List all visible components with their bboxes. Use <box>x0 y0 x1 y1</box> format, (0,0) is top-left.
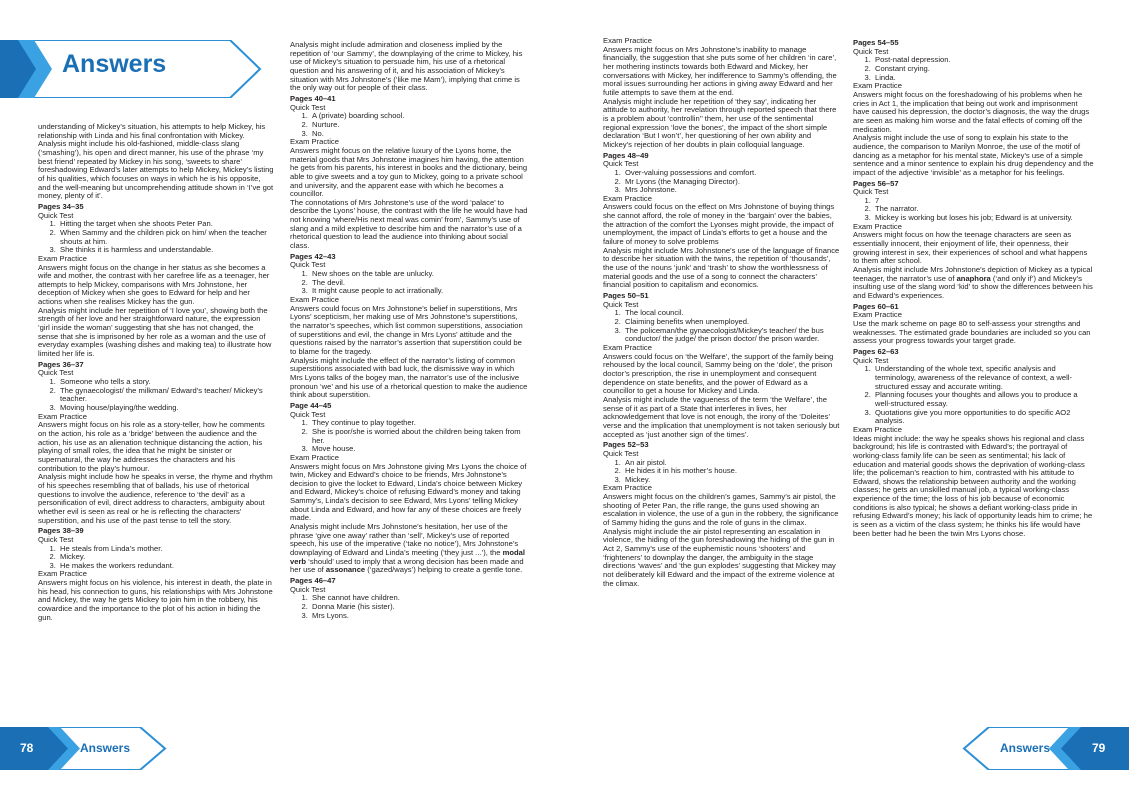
paragraph: Answers could focus on the effect on Mrs Johnstone of buying things she cannot afford, the role of money in the ‘bargain’ over the babies, the attraction of the comfort the Lyonses might provide, the impact of unemployment, the impact of Linda’s efforts to get a house and the failure of money to solve problems <box>603 202 835 247</box>
text-run: (‘and only if’) and Mickey’s insulting use of the slang word ‘kid’ to show the differences between his and Edward’s experiences. <box>853 273 1093 301</box>
list-item: 2. Planning focuses your thoughts and allows you to produce a well-structured essay. <box>873 391 1095 408</box>
list-item: 3. It might cause people to act irrationally. <box>310 287 528 296</box>
key-term: anaphora <box>956 273 991 283</box>
paragraph: Answers might focus on how the teenage characters are seen as essentially innocent, their enjoyment of life, their openness, their growing interest in sex, their experiences of school and what happens to them after school. <box>853 230 1088 266</box>
text-column-4 <box>853 37 1095 657</box>
list-item: 2. Nurture. <box>310 121 528 130</box>
list-item: 1. The local council. <box>623 309 841 318</box>
paragraph: Use the mark scheme on page 80 to self-assess your strengths and weaknesses. The estimated grade boundaries are included so you can assess your progress towards your target grade. <box>853 319 1091 346</box>
paragraph: Answers could focus on ‘the Welfare’, the support of the family being rehoused by the local council, Sammy being on the ‘dole’, the prison doctor’s prescription, the rise in unemployment and consequent dependence on state benefits, and the power of Edward as a councillor to get a house for Mickey and Linda. <box>603 351 834 396</box>
text-run: Analysis might include Mrs Johnstone’s depiction of Mickey as a typical teenager, the narrator’s use of <box>853 265 1093 283</box>
paragraph: Answers could focus on Mrs Johnstone’s belief in superstitions, Mrs Lyons’ scepticism, her making use of Mrs Johnstone’s superstitions, the narrator’s speeches, which list common superstitions, association of superstitions and evil, the change in Mrs Lyons’ attitude and the questions raised by the narrator’s assertion that superstition could be to blame for the tragedy. <box>290 303 523 356</box>
paragraph: Exam Practice <box>853 81 902 91</box>
paragraph: The connotations of Mrs Johnstone’s use of the word ‘palace’ to describe the Lyons’ house, the contrast with the life he would have had not knowing ‘where/His next meal was comin’ from’, Sammy’s use of slang and a mild expletive to describe him and the narrator’s use of a rhetorical question to lead the audience into thinking about social class. <box>290 197 528 251</box>
left-page <box>0 0 564 801</box>
list-item: 3. No. <box>310 130 528 139</box>
text-run: ‘should’ used to imply that a wrong decision has been made and her use of <box>290 556 524 575</box>
paragraph: Answers might focus on the children’s games, Sammy’s air pistol, the shooting of Peter Pan, the rifle range, the guns used showing an escalation in violence, the use of a gun in the robbery, the significance of Sammy hiding the guns and the role of guns in the climax. <box>603 492 839 528</box>
list-item: 2. The gynaecologist/ the milkman/ Edward’s teacher/ Mickey’s teacher. <box>58 387 274 404</box>
paragraph: Answers might focus on Mrs Johnstone giving Mrs Lyons the choice of twin, Mickey and Edward’s choice to be friends, Mrs Johnstone’s decision to give the locket to Edward, Linda’s choice between Mickey and Edward, Mickey’s choice of refusing Edward’s money and taking Sammy’s, Linda’s decision to see Edward, Mrs Lyons’ telling Mickey about Linda and Edward, and how far any of these choices are freely made. <box>290 461 527 523</box>
list-item: 3. Moving house/playing/the wedding. <box>58 404 274 413</box>
list-item: 2. Claiming benefits when unemployed. <box>623 318 841 327</box>
list-item: 1. They continue to play together. <box>310 419 528 428</box>
paragraph: Analysis might include the air pistol representing an escalation in violence, the hiding of the gun foreshadowing the hiding of the gun in Act 2, Sammy’s use of the euphemistic nouns ‘shooters’ and ‘frighteners’ to downplay the danger, the ambiguity in the stage directions ‘waves’ and ‘the gun explodes’ suggesting that Mickey may not deliberately kill Edward and the impact of the extreme violence at the climax. <box>603 526 836 588</box>
paragraph: Answers might focus on his violence, his interest in death, the plate in his head, his connection to guns, his relationships with Mrs Johnstone and Mickey, the way he gets Mickey to join him in the robbery, his cowardice and the importance to the plot of his action in hiding the gun. <box>38 578 273 622</box>
list-item: 2. Mickey. <box>58 553 274 562</box>
right-page <box>565 0 1129 801</box>
list-item: 2. The devil. <box>310 279 528 288</box>
section-heading: Pages 48–49 <box>603 150 649 160</box>
footer-tab-left <box>0 727 172 770</box>
section-heading: Pages 36–37 <box>38 359 84 369</box>
text-column-2 <box>290 41 528 741</box>
list-item: 2. Constant crying. <box>873 65 1095 74</box>
list-item: 1. Over-valuing possessions and comfort. <box>623 169 841 178</box>
section-heading: Pages 52–53 <box>603 440 649 450</box>
answer-list <box>38 378 274 413</box>
list-item: 1. Hitting the target when she shoots Peter Pan. <box>58 220 274 229</box>
text-run: Analysis might include Mrs Johnstone’s hesitation, her use of the phrase ‘give one away’ rather than ‘sell’, Mickey’s use of reported speech, his use of the imperative (‘take no notice’), Mrs Johnstone’s downplaying of Edward and Linda’s meeting (‘they just ...’), the <box>290 522 519 558</box>
list-item: 3. He makes the workers redundant. <box>58 562 274 571</box>
text-column-1 <box>38 123 274 723</box>
list-item: 2. Donna Marie (his sister). <box>310 603 528 612</box>
list-item: 1. Understanding of the whole text, specific analysis and terminology, awareness of the relevance of context, a well-structured essay and accurate writing. <box>873 365 1095 391</box>
paragraph: Exam Practice <box>38 569 87 579</box>
page-title: Answers <box>62 50 167 78</box>
answer-list <box>38 545 274 571</box>
paragraph: Quick Test <box>853 355 889 365</box>
paragraph: Analysis might include Mrs Johnstone’s use of the language of finance to describe her situation with the twins, the repetition of ‘thousands’, the use of the nouns ‘junk’ and ‘trash’ to show the worthlessness of material goods and the use of a song to connect the characters’ financial position to capitalism and economics. <box>603 245 840 290</box>
answer-list <box>853 56 1095 82</box>
section-heading: Pages 54–55 <box>853 38 899 47</box>
list-item: 1. An air pistol. <box>623 459 841 468</box>
paragraph: Analysis might include the vagueness of the term ‘the Welfare’, the sense of it as part of a State that interferes in lives, her acknowledgement that love is not enough, the irony of the ‘Doleites’ verse and the implication that unemployment is not taken seriously but accepted as ‘just another sign of the times’. <box>603 394 840 439</box>
paragraph: Exam Practice <box>603 37 652 45</box>
footer-label: Answers <box>80 741 131 755</box>
list-item: 3. Quotations give you more opportunities to do specific AO2 analysis. <box>873 409 1095 426</box>
answer-list <box>290 594 528 620</box>
answer-list <box>38 220 274 255</box>
list-item: 1. 7 <box>873 197 1095 206</box>
paragraph: Quick Test <box>603 448 639 458</box>
section-heading: Page 44–45 <box>290 400 332 410</box>
footer-label: Answers <box>1000 741 1051 755</box>
list-item: 1. A (private) boarding school. <box>310 112 528 121</box>
section-heading: Pages 46–47 <box>290 576 336 586</box>
list-item: 2. Mr Lyons (the Managing Director). <box>623 178 841 187</box>
key-term: assonance <box>325 565 366 575</box>
paragraph <box>290 523 528 575</box>
page-number: 78 <box>20 741 34 755</box>
paragraph: Quick Test <box>38 368 74 378</box>
list-item: 2. When Sammy and the children pick on him/ when the teacher shouts at him. <box>58 229 274 246</box>
paragraph: Analysis might include admiration and closeness implied by the repetition of ‘our Sammy’, the downplaying of the crime to Mickey, his use of Mickey’s situation to persuade him, his use of a rhetorical question and his answering of it, and his association of Mickey’s situation with Mrs Johnstone’s (‘like me Mam’), implying that crime is the only way out for people of their class. <box>290 41 523 93</box>
paragraph: understanding of Mickey’s situation, his attempts to help Mickey, his relationship with Linda and his final confrontation with Mickey. <box>38 123 266 140</box>
page-number: 79 <box>1092 741 1106 755</box>
list-item: 2. She is poor/she is worried about the children being taken from her. <box>310 428 528 445</box>
answer-list <box>290 270 528 296</box>
list-item: 1. He steals from Linda’s mother. <box>58 545 274 554</box>
paragraph: Analysis might include the effect of the narrator’s listing of common superstitions associated with bad luck, the dismissive way in which Mrs Lyons talks of the bogey man, the narrator’s use of the inclusive pronoun ‘we’ and his use of a rhetorical question to make the audience think about superstition. <box>290 355 528 400</box>
paragraph: Exam Practice <box>853 221 902 231</box>
paragraph: Exam Practice <box>603 483 652 493</box>
list-item: 1. Someone who tells a story. <box>58 378 274 387</box>
list-item: 3. Mrs Johnstone. <box>623 186 841 195</box>
paragraph: Exam Practice <box>603 342 652 352</box>
section-heading: Pages 38–39 <box>38 526 84 536</box>
list-item: 2. The narrator. <box>873 205 1095 214</box>
section-heading: Pages 50–51 <box>603 291 649 301</box>
paragraph: Analysis might include how he speaks in verse, the rhyme and rhythm of his speeches resembling that of ballads, his use of rhetorical questions to involve the audience, reference to ‘the devil’ as a personification of evil, direct address to characters, ambiguity about whether evil is seen as real or he is reflecting the characters’ superstition, and his use of the past tense to tell the story. <box>38 472 273 525</box>
section-heading: Pages 34–35 <box>38 201 84 211</box>
list-item: 3. The policeman/the gynaecologist/Mickey’s teacher/ the bus conductor/ the judge/ the prison doctor/ the prison warder. <box>623 327 841 344</box>
paragraph: Quick Test <box>38 210 74 220</box>
paragraph: Quick Test <box>603 299 639 309</box>
paragraph: Analysis might include her repetition of ‘they say’, indicating her attitude to authority, her revelation through reported speech that there is a problem about ‘controllin’’ them, her use of the sentimental regional expression ‘love the bones’, the impact of the short simple declaration ‘But I won’t’, her questioning of her own ability and Mickey’s rejection of her doubts in plain colloquial language. <box>603 96 837 149</box>
paragraph: Exam Practice <box>853 424 902 434</box>
answer-list <box>603 459 841 485</box>
text-run: (‘gazed/ways’) helping to create a gentle tone. <box>365 565 523 575</box>
list-item: 1. She cannot have children. <box>310 594 528 603</box>
section-heading: Pages 60–61 <box>853 301 899 311</box>
paragraph: Exam Practice <box>290 452 339 462</box>
paragraph: Answers might focus on Mrs Johnstone’s inability to manage financially, the suggestion that she puts some of her children ‘in care’, her mothering instincts towards both Edward and Mickey, her conversations with Mickey, her indifference to Sammy’s offending, the moral issues surrounding her actions in giving away Edward and her futile attempts to save them at the end. <box>603 44 837 97</box>
list-item: 2. He hides it in his mother’s house. <box>623 467 841 476</box>
text-column-3 <box>603 37 841 745</box>
paragraph: Quick Test <box>290 584 326 594</box>
paragraph: Quick Test <box>290 409 326 419</box>
paragraph: Quick Test <box>603 159 639 169</box>
paragraph: Exam Practice <box>290 137 339 147</box>
section-heading: Pages 56–57 <box>853 178 899 188</box>
list-item: 3. Mickey. <box>623 476 841 485</box>
section-heading: Pages 40–41 <box>290 93 336 103</box>
answer-list <box>290 112 528 138</box>
answer-list <box>290 419 528 454</box>
paragraph: Exam Practice <box>38 253 87 263</box>
paragraph: Quick Test <box>290 260 326 270</box>
paragraph: Analysis might include her repetition of ‘I love you’, showing both the strength of her love and her straightforward nature, the expression ‘girl inside the woman’ suggesting that she has not changed, the sense that she is imprisoned by her role as a woman and the use of everyday examples (washing dishes and making tea) to illustrate how limited her life is. <box>38 305 272 359</box>
paragraph: Answers might focus on the relative luxury of the Lyons home, the material goods that Mrs Johnstone imagines him having, the attention he gets from his parents, his interest in books and the dictionary, being able to give sweets and a toy gun to Mickey, going to a private school and university, and the apparent ease with which he becomes a councillor. <box>290 145 528 199</box>
paragraph: Answers might focus on the foreshadowing of his problems when he cries in Act 1, the implication that being out work and imprisonment have caused his depression, the doctor’s diagnosis, the way the drugs are seen as making him worse and the fatal effects of coming off the medication. <box>853 89 1090 134</box>
answer-list <box>853 365 1095 426</box>
section-heading: Pages 62–63 <box>853 346 899 356</box>
footer-tab-right <box>957 727 1129 770</box>
paragraph: Quick Test <box>38 534 74 544</box>
paragraph <box>853 266 1095 301</box>
list-item: 1. Post-natal depression. <box>873 56 1095 65</box>
list-item: 3. Linda. <box>873 74 1095 83</box>
section-heading: Pages 42–43 <box>290 251 336 261</box>
list-item: 3. Mrs Lyons. <box>310 612 528 621</box>
paragraph: Answers might focus on the change in her status as she becomes a wife and mother, the contrast with her carefree life as a teenager, her attempts to help Mickey, comparisons with Mrs Johnstone, her deception of Mickey when she goes to Edward for help and her actions when she realises Mickey has the gun. <box>38 262 270 307</box>
list-item: 3. Move house. <box>310 445 528 454</box>
paragraph: Answers might focus on his role as a story-teller, how he comments on the action, his role as a ‘bridge’ between the audience and the action, his use as an alienation technique distancing the action, his playing of small roles, the idea that he might be sinister or supernatural, the way he addresses the characters and his contribution to the play’s humour. <box>38 420 265 473</box>
paragraph: Exam Practice <box>38 411 87 421</box>
paragraph: Exam Practice <box>290 295 339 305</box>
list-item: 1. New shoes on the table are unlucky. <box>310 270 528 279</box>
paragraph: Analysis might include the use of song to explain his state to the audience, the comparison to Marilyn Monroe, the use of the motif of dancing as a metaphor for his mental state, Mickey’s use of a simple sentence and a minor sentence to explain his drug dependency and the impact of the adjective ‘invisible’ as a metaphor for his feelings. <box>853 133 1094 177</box>
paragraph: Ideas might include: the way he speaks shows his regional and class background; his life is contrasted with Edward’s; the portrayal of working-class family life can be seen as sentimental; his lack of education and material goods shows the deprivation of working-class life; the policeman’s reaction to him, contrasted with his attitude to Edward, shows the relationship between authority and the working classes; he gets an unskilled manual job, a typical working-class experience of the time; the loss of his job because of economic conditions is also typical; he shows a defiant working-class pride in refusing Edward’s money; his lack of opportunity leads him to crime; he is seen as a victim of the class system; he thinks his life would have been better had he been the twin Mrs Lyons chose. <box>853 433 1093 538</box>
answer-list <box>603 309 841 344</box>
paragraph: Analysis might include his old-fashioned, middle-class slang (‘smashing’), his open and direct manner, his use of the phrase ‘my best friend’ repeated by Mickey in his song, ‘sweets to share’ foreshadowing Edward’s later attempts to help Mickey, Mickey’s listing of his qualities, which focuses on ways in which he is his opposite, and the well-meaning but uncomprehending attitude shown in ‘I’ve got money, plenty of it’. <box>38 139 274 201</box>
paragraph: Quick Test <box>290 102 326 112</box>
list-item: 3. Mickey is working but loses his job; Edward is at university. <box>873 214 1095 223</box>
list-item: 3. She thinks it is harmless and understandable. <box>58 246 274 255</box>
paragraph: Exam Practice <box>853 310 902 320</box>
paragraph: Quick Test <box>853 187 889 197</box>
answer-list <box>853 197 1095 223</box>
key-term: modal verb <box>290 548 525 566</box>
paragraph: Exam Practice <box>603 193 652 203</box>
answer-list <box>603 169 841 195</box>
paragraph: Quick Test <box>853 46 889 56</box>
